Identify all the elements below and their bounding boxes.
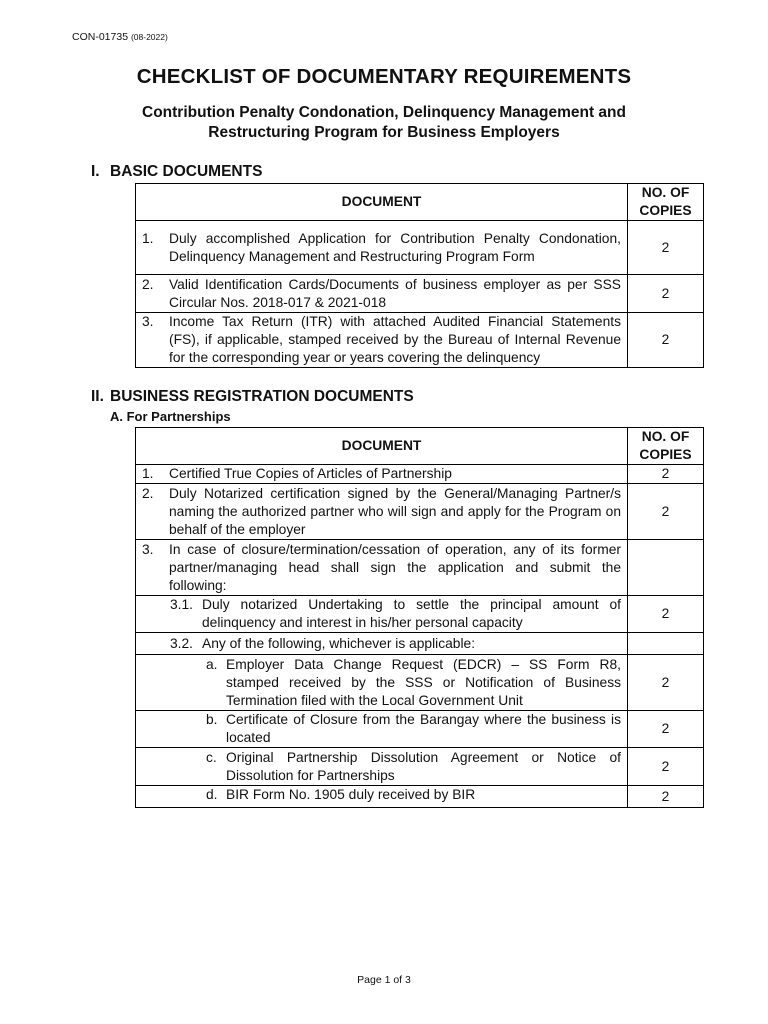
table-row	[136, 465, 704, 484]
item-text: Certified True Copies of Articles of Partnership	[169, 466, 452, 481]
item-number: 3.1.	[170, 597, 194, 612]
item-number: 1.	[142, 466, 154, 481]
document-code-number: CON-01735	[72, 31, 129, 43]
table-header-row	[136, 184, 704, 221]
item-number: 3.	[142, 541, 154, 557]
table-row	[136, 655, 704, 711]
table-row	[136, 711, 704, 748]
document-column-header: DOCUMENT	[136, 184, 628, 221]
item-number: 3.	[142, 314, 154, 329]
item-number: 2.	[142, 276, 154, 292]
table-row	[136, 540, 704, 596]
table-row	[136, 484, 704, 540]
item-text: Any of the following, whichever is applicable:	[202, 635, 476, 651]
document-version: (08-2022)	[130, 32, 168, 42]
item-copies: 2	[628, 655, 704, 711]
table-header-row	[136, 428, 704, 465]
item-text: Original Partnership Dissolution Agreement or Notice of Dissolution for Partnerships	[226, 749, 621, 783]
subtitle-line-1: Contribution Penalty Condonation, Delinquency Management and	[142, 104, 626, 121]
item-number: 2.	[142, 485, 154, 501]
item-copies: 2	[628, 275, 704, 313]
item-text: BIR Form No. 1905 duly received by BIR	[226, 787, 476, 802]
item-text: Certificate of Closure from the Barangay where the business is located	[226, 712, 621, 745]
section-1-heading	[91, 163, 262, 181]
page-subtitle	[100, 103, 668, 143]
item-copies: 2	[628, 465, 704, 484]
copies-column-header: NO. OF COPIES	[628, 184, 704, 221]
table-row	[136, 786, 704, 808]
table-row	[136, 596, 704, 633]
copies-column-header: NO. OF COPIES	[628, 428, 704, 465]
section-2-subheading: A. For Partnerships	[110, 409, 231, 424]
item-number: a.	[206, 656, 218, 672]
section-2-number: II.	[91, 388, 104, 405]
item-number: 3.2.	[170, 635, 194, 651]
section-2-title: BUSINESS REGISTRATION DOCUMENTS	[110, 388, 414, 405]
item-text: In case of closure/termination/cessation of operation, any of its former partner/managing head shall sign the application and submit the following:	[169, 541, 621, 593]
item-copies: 2	[628, 221, 704, 275]
table-row	[136, 313, 704, 368]
item-number: b.	[206, 712, 218, 727]
table-row	[136, 748, 704, 786]
item-copies	[628, 633, 704, 655]
item-text: Income Tax Return (ITR) with attached Audited Financial Statements (FS), if applicable, stamped received by the Bureau of Internal Revenue for the corresponding year or years covering the delinquency	[169, 314, 621, 365]
basic-documents-table	[135, 183, 704, 368]
item-copies: 2	[628, 711, 704, 748]
partnership-documents-table	[135, 427, 704, 808]
page-title: CHECKLIST OF DOCUMENTARY REQUIREMENTS	[136, 65, 632, 88]
item-text: Duly notarized Undertaking to settle the principal amount of delinquency and interest in his/her personal capacity	[202, 597, 621, 630]
item-text: Employer Data Change Request (EDCR) – SS Form R8, stamped received by the SSS or Notification of Business Termination filed with the Local Government Unit	[226, 656, 621, 708]
section-1-title: BASIC DOCUMENTS	[110, 163, 263, 180]
item-copies: 2	[628, 596, 704, 633]
item-number: 1.	[142, 230, 154, 246]
item-copies: 2	[628, 748, 704, 786]
item-number: d.	[206, 787, 218, 802]
page-number: Page 1 of 3	[357, 974, 411, 986]
document-column-header: DOCUMENT	[136, 428, 628, 465]
item-number: c.	[206, 749, 217, 765]
item-copies: 2	[628, 786, 704, 808]
document-code	[72, 31, 168, 43]
item-text: Duly accomplished Application for Contribution Penalty Condonation, Delinquency Management and Restructuring Program Form	[169, 230, 621, 264]
item-text: Valid Identification Cards/Documents of business employer as per SSS Circular Nos. 2018-017 & 2021-018	[169, 276, 621, 310]
table-row	[136, 633, 704, 655]
table-row	[136, 275, 704, 313]
item-copies: 2	[628, 484, 704, 540]
subtitle-line-2: Restructuring Program for Business Employers	[208, 124, 560, 141]
item-copies: 2	[628, 313, 704, 368]
section-2-heading	[91, 388, 414, 406]
table-row	[136, 221, 704, 275]
item-copies	[628, 540, 704, 596]
section-1-number: I.	[91, 163, 100, 180]
item-text: Duly Notarized certification signed by the General/Managing Partner/s naming the authorized partner who will sign and apply for the Program on behalf of the employer	[169, 485, 621, 537]
